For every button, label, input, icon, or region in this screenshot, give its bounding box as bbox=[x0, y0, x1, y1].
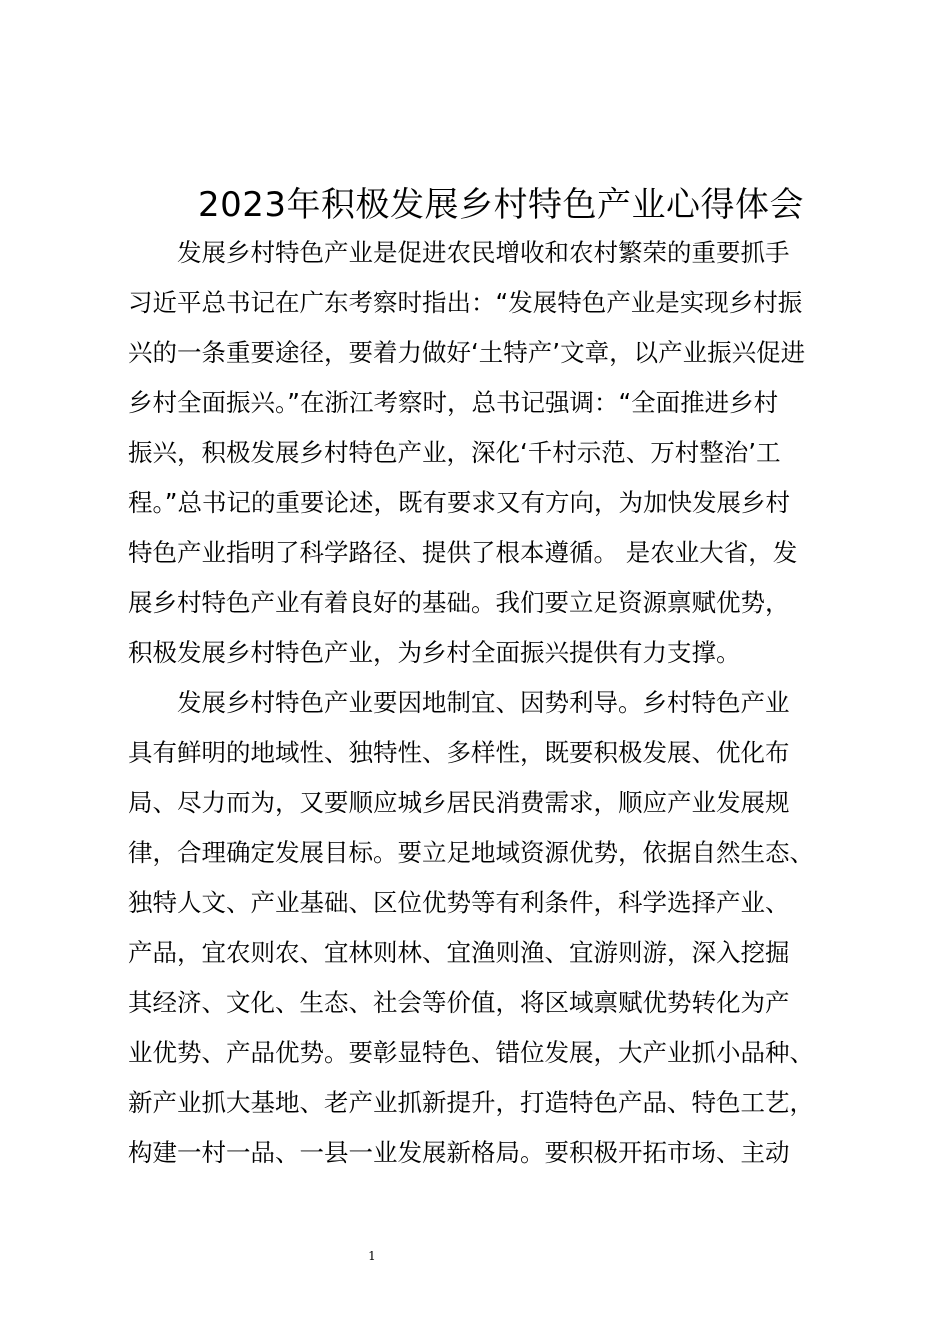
text-line: 发展乡村特色产业要因地制宜、因势利导。乡村特色产业 bbox=[128, 688, 790, 717]
text-line: 振兴，积极发展乡村特色产业，深化‘千村示范、万村整治’工 bbox=[128, 438, 781, 467]
text-line: 发展乡村特色产业是促进农民增收和农村繁荣的重要抓手 bbox=[128, 238, 790, 267]
text-line: 展乡村特色产业有着良好的基础。我们要立足资源禀赋优势， bbox=[128, 588, 790, 617]
text-line: 习近平总书记在广东考察时指出：“发展特色产业是实现乡村振 bbox=[128, 288, 803, 317]
text-line: 新产业抓大基地、老产业抓新提升，打造特色产品、特色工艺， bbox=[128, 1088, 814, 1117]
document-title: 2023年积极发展乡村特色产业心得体会 bbox=[198, 185, 805, 225]
text-line: 具有鲜明的地域性、独特性、多样性，既要积极发展、优化布 bbox=[128, 738, 790, 767]
text-line: 产品，宜农则农、宜林则林、宜渔则渔、宜游则游，深入挖掘 bbox=[128, 938, 790, 967]
text-line: 独特人文、产业基础、区位优势等有利条件，科学选择产业、 bbox=[128, 888, 790, 917]
text-line: 律，合理确定发展目标。要立足地域资源优势，依据自然生态、 bbox=[128, 838, 814, 867]
text-line: 程。”总书记的重要论述，既有要求又有方向，为加快发展乡村 bbox=[128, 488, 790, 517]
page-number: 1 bbox=[368, 1249, 376, 1263]
text-line: 特色产业指明了科学路径、提供了根本遵循。 是农业大省，发 bbox=[128, 538, 798, 567]
text-line: 其经济、文化、生态、社会等价值，将区域禀赋优势转化为产 bbox=[128, 988, 790, 1017]
text-line: 业优势、产品优势。要彰显特色、错位发展，大产业抓小品种、 bbox=[128, 1038, 814, 1067]
text-line: 乡村全面振兴。”在浙江考察时，总书记强调：“全面推进乡村 bbox=[128, 388, 779, 417]
text-line: 构建一村一品、一县一业发展新格局。要积极开拓市场、主动 bbox=[128, 1138, 790, 1167]
text-line: 积极发展乡村特色产业，为乡村全面振兴提供有力支撑。 bbox=[128, 638, 741, 667]
text-line: 兴的一条重要途径，要着力做好‘土特产’文章，以产业振兴促进 bbox=[128, 338, 806, 367]
text-line: 局、尽力而为，又要顺应城乡居民消费需求，顺应产业发展规 bbox=[128, 788, 790, 817]
